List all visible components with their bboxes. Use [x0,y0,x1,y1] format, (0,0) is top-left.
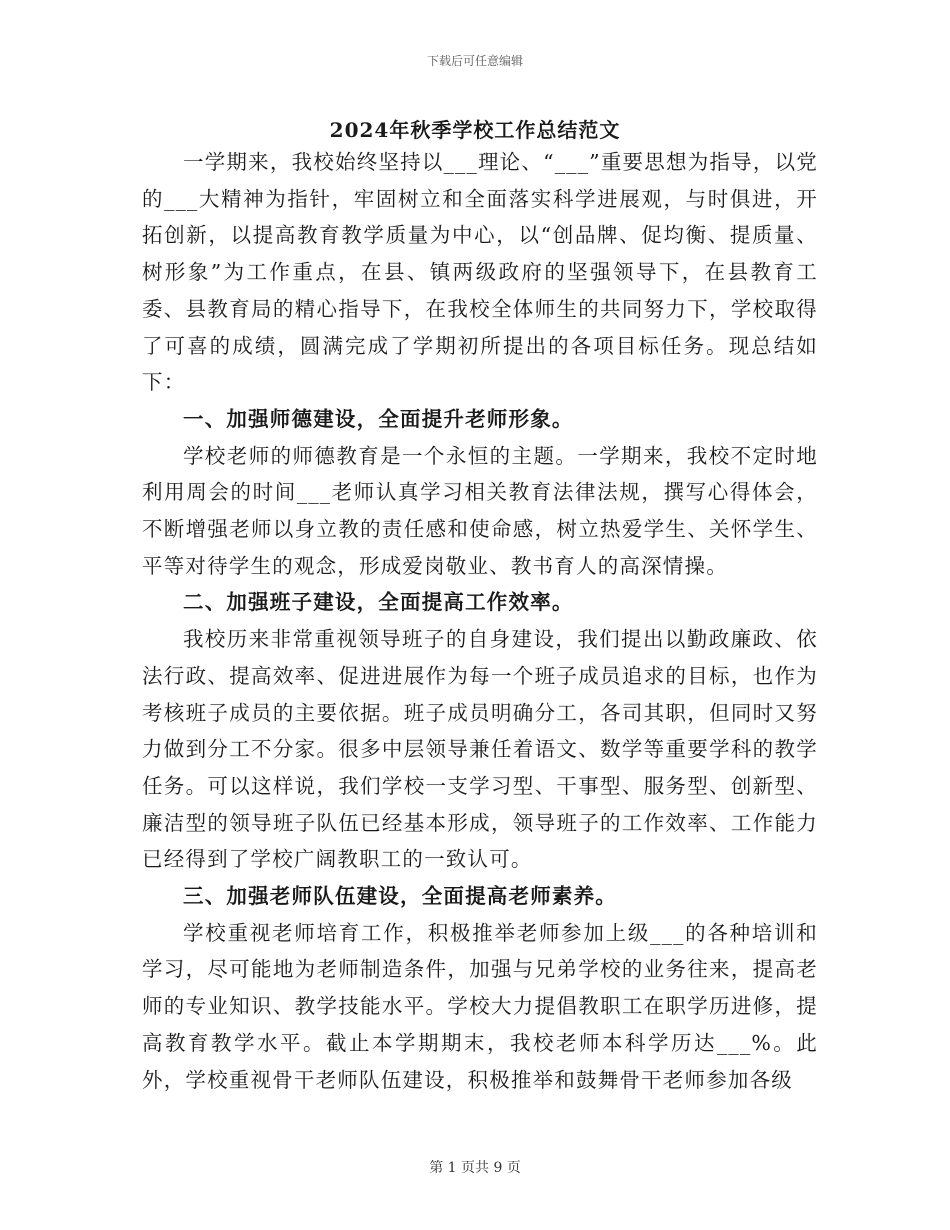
section-3-paragraph: 学校重视老师培育工作，积极推举老师参加上级___的各种培训和学习，尽可能地为老师制造条件，加强与兄弟学校的业务往来，提高老师的专业知识、教学技能水平。学校大力提倡教职工在职学历进修，提高教育教学水平。截止本学期期末，我校老师本科学历达___%。此外，学校重视骨干老师队伍建设，积极推举和鼓舞骨干老师参加各级 [142,920,818,1092]
section-heading-2: 二、加强班子建设，全面提高工作效率。 [183,590,574,615]
document-title: 2024年秋季学校工作总结范文 [329,118,621,142]
document-body [142,144,818,1098]
page-header-note: 下载后可任意编辑 [426,54,523,68]
section-heading-3: 三、加强老师队伍建设，全面提高老师素养。 [183,884,617,909]
intro-paragraph: 一学期来，我校始终坚持以___理论、“___”重要思想为指导，以党的___大精神为指针，牢固树立和全面落实科学进展观，与时俱进，开拓创新，以提高教育教学质量为中心，以“创品牌、促均衡、提质量、树形象”为工作重点，在县、镇两级政府的坚强领导下，在县教育工委、县教育局的精心指导下，在我校全体师生的共同努力下，学校取得了可喜的成绩，圆满完成了学期初所提出的各项目标任务。现总结如下： [142,150,818,395]
section-2-paragraph: 我校历来非常重视领导班子的自身建设，我们提出以勤政廉政、依法行政、提高效率、促进进展作为每一个班子成员追求的目标，也作为考核班子成员的主要依据。班子成员明确分工，各司其职，但同时又努力做到分工不分家。很多中层领导兼任着语文、数学等重要学科的教学任务。可以这样说，我们学校一支学习型、干事型、服务型、创新型、廉洁型的领导班子队伍已经基本形成，领导班子的工作效率、工作能力已经得到了学校广阔教职工的一致认可。 [142,627,818,872]
page-number: 第 1 页共 9 页 [429,1160,521,1176]
section-heading-1: 一、加强师德建设，全面提升老师形象。 [183,406,574,431]
section-1-paragraph: 学校老师的师德教育是一个永恒的主题。一学期来，我校不定时地利用周会的时间___老师认真学习相关教育法律法规，撰写心得体会，不断增强老师以身立教的责任感和使命感，树立热爱学生、关怀学生、平等对待学生的观念，形成爱岗敬业、教书育人的高深情操。 [142,443,818,578]
